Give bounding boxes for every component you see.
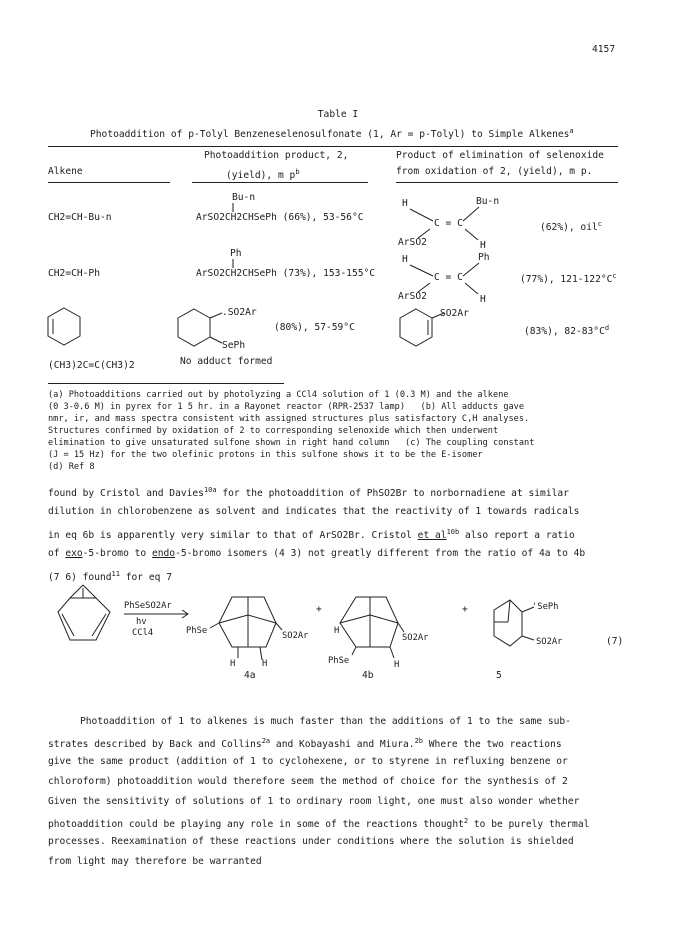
eq-hv: hv xyxy=(136,617,147,627)
table-label: Table I xyxy=(317,109,359,120)
label-5: 5 xyxy=(496,670,502,681)
row3-elim-so2ar: SO2Ar xyxy=(440,308,469,319)
footnote-b3: Structures confirmed by oxidation of 2 to corresponding selenoxide which then underwent xyxy=(48,426,499,436)
para2-line3: give the same product (addition of 1 to cyclohexene, or to styrene in refluxing benzene or xyxy=(48,756,568,767)
row2-elim-ar: ArSO2 xyxy=(398,291,427,302)
eq-plus-2: + xyxy=(462,604,468,615)
para1-line4: of exo-5-bromo to endo-5-bromo isomers (4 3) not greatly different from the ratio of 4a to 4b xyxy=(48,548,586,559)
para1-line3: in eq 6b is apparently very similar to that of ArSO2Br. Cristol et $al^{10b}$ also report a ratio xyxy=(48,528,575,542)
table-caption: Photoaddition of p-Tolyl Benzeneselenosulfonate (1, Ar = p-Tolyl) to Simple Alkenes$^a$ xyxy=(90,127,574,141)
para1-line1: found by Cristol and Davies$^{10a}$ for the photoaddition of PhSO2Br to norbornadiene at similar xyxy=(48,486,569,500)
row1-elim-c1: C = C xyxy=(434,218,463,229)
product-4a-so2ar: SO2Ar xyxy=(282,631,309,641)
eq-solvent: CCl4 xyxy=(132,628,154,638)
product-5-so2ar: SO2Ar xyxy=(536,637,563,647)
product-4a-phse: PhSe xyxy=(186,626,208,636)
eq-number: (7) xyxy=(606,636,624,647)
product-4b-phse: PhSe xyxy=(328,656,350,666)
row2-elim-c1: C = C xyxy=(434,272,463,283)
row2-elim-yield: (77%), $121-122^\circ C^c$ xyxy=(520,272,617,286)
para1-line5: (7 6) found$^{11}$ for eq 7 xyxy=(48,570,172,584)
row1-elim-h: H xyxy=(402,198,408,209)
row1-elim-ar: ArSO2 xyxy=(398,237,427,248)
para2-line2: strates described by Back and Collins$^{2a}$ and Kobayashi and Miura.$^{2b}$ Where the two reactions xyxy=(48,737,562,751)
row3-product-seph: SePh xyxy=(222,340,246,351)
para2-line5: Given the sensitivity of solutions of 1 to ordinary room light, one must also wonder whether xyxy=(48,796,580,807)
label-4b: 4b xyxy=(362,670,374,681)
eq-reagent: PhSeSO2Ar xyxy=(124,601,172,611)
product-5-seph: 'SePh xyxy=(532,602,559,612)
label-4a: 4a xyxy=(244,670,256,681)
col-header-elim-1: Product of elimination of selenoxide xyxy=(396,150,604,161)
product-4b-h2: H xyxy=(394,660,400,670)
row2-elim-h2: H xyxy=(480,294,486,305)
row1-product: ArSO2CH2CHSePh (66%), 53-56°C xyxy=(196,212,364,223)
para1-line2: dilution in chlorobenzene as solvent and indicates that the reactivity of 1 towards radicals xyxy=(48,506,580,517)
para2-line7: processes. Reexamination of these reactions under conditions where the solution is shielded xyxy=(48,836,574,847)
product-4a-h1: H xyxy=(230,659,236,669)
row1-elim-sub: Bu-n xyxy=(476,196,500,207)
page-number: 4157 xyxy=(592,44,616,55)
row2-alkene: CH2=CH-Ph xyxy=(48,268,100,279)
footnote-d: (d) Ref 8 xyxy=(48,462,95,472)
para2-line1: Photoaddition of 1 to alkenes is much faster than the additions of 1 to the same sub- xyxy=(80,716,571,727)
row1-product-sub: Bu-n xyxy=(232,192,256,203)
row4-alkene: (CH3)2C=C(CH3)2 xyxy=(48,360,135,371)
row2-product-sub: Ph xyxy=(230,248,242,259)
para2-line8: from light may therefore be warranted xyxy=(48,856,262,867)
product-4b-h: H xyxy=(334,626,340,636)
col-header-elim-2: from oxidation of 2, (yield), m p. xyxy=(396,166,593,177)
row2-elim-h: H xyxy=(402,254,408,265)
footnote-b2: nmr, ir, and mass spectra consistent with assigned structures plus satisfactory C,H analyses. xyxy=(48,414,530,424)
footnote-c2: (J = 15 Hz) for the two olefinic protons in this sulfone shows it to be the E-isomer xyxy=(48,450,483,460)
row1-alkene: CH2=CH-Bu-n xyxy=(48,212,112,223)
footnote-b4: elimination to give unsaturated sulfone shown in right hand column (c) The coupling constant xyxy=(48,438,535,448)
eq-plus-1: + xyxy=(316,604,322,615)
row4-product: No adduct formed xyxy=(180,356,273,367)
row1-elim-yield: (62%), oil$^c$ xyxy=(540,220,602,234)
row3-product-so2ar: .SO2Ar xyxy=(222,307,257,318)
footnote-a: (a) Photoadditions carried out by photolyzing a CCl4 solution of 1 (0.3 M) and the alkene xyxy=(48,390,509,400)
para2-line4: chloroform) photoaddition would therefore seem the method of choice for the synthesis of 2 xyxy=(48,776,568,787)
product-4a-h2: H xyxy=(262,659,268,669)
para2-line6: photoaddition could be playing any role in some of the reactions thought$^2$ to be purely thermal xyxy=(48,817,590,831)
row2-elim-sub: Ph xyxy=(478,252,490,263)
row3-product-yield: (80%), 57-59°C xyxy=(274,322,355,333)
col-header-product-1: Photoaddition product, 2, xyxy=(204,150,349,161)
product-4b-so2ar: SO2Ar xyxy=(402,633,429,643)
row3-elim-yield: (83%), $82-83^\circ C^d$ xyxy=(524,324,610,338)
row2-product: ArSO2CH2CHSePh (73%), 153-155°C xyxy=(196,268,376,279)
col-header-alkene: Alkene xyxy=(48,166,83,177)
col-header-product-2: (yield), m $p^b$ xyxy=(226,168,300,182)
row1-elim-h2: H xyxy=(480,240,486,251)
footnote-a2: (0 3-0.6 M) in pyrex for 1 5 hr. in a Rayonet reactor (RPR-2537 lamp) (b) All adducts gave xyxy=(48,402,525,412)
